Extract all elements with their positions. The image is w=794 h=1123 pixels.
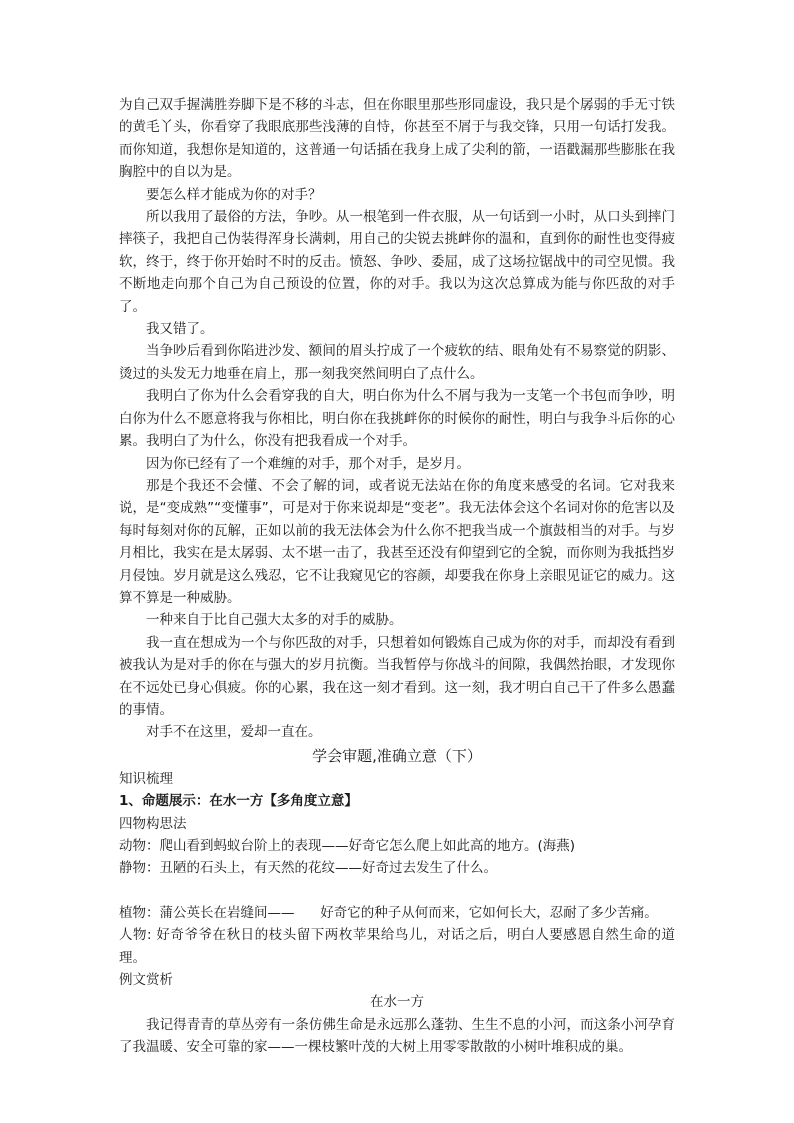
paragraph: 所以我用了最俗的方法，争吵。从一根笔到一件衣服，从一句话到一小时，从口头到摔门摔筷子，我把自己伪装得浑身长满刺，用自己的尖锐去挑衅你的温和，直到你的耐性也变得疲软，终于，终于你开始时不时的反击。愤怒、争吵、委屈，成了这场拉锯战中的司空见惯。我不断地走向那个自己为自己预设的位置，你的对手。我以为这次总算成为能与你匹敌的对手了。 <box>119 209 675 315</box>
paragraph: 我明白了你为什么会看穿我的自大，明白你为什么不屑与我为一支笔一个书包而争吵，明白你为什么不愿意将我与你相比，明白你在我挑衅你的时候你的耐性，明白与我争斗后你的心累。我明白了为什么，你没有把我看成一个对手。 <box>119 388 675 450</box>
paragraph: 当争吵后看到你陷进沙发、额间的眉头拧成了一个疲软的结、眼角处有不易察觉的阴影、烫过的头发无力地垂在肩上，那一刻我突然间明白了点什么。 <box>119 343 675 382</box>
essay-body <box>119 94 675 744</box>
section-title: 学会审题,准确立意（下） <box>312 746 482 765</box>
method-label: 四物构思法 <box>119 815 187 832</box>
paragraph: 我又错了。 <box>146 321 214 338</box>
paragraph: 对手不在这里，爱却一直在。 <box>146 724 322 741</box>
document-page <box>119 94 675 1059</box>
paragraph: 为自己双手握满胜券脚下是不移的斗志，但在你眼里那些形同虚设，我只是个孱弱的手无寸铁的黄毛丫头，你看穿了我眼底那些浅薄的自恃，你甚至不屑于与我交锋，只用一句话打发我。而你知道，我想你是知道的，这普通一句话插在我身上成了尖利的箭，一语戳漏那些膨胀在我胸腔中的自以为是。 <box>119 97 675 181</box>
paragraph: 一种来自于比自己强大太多的对手的威胁。 <box>146 612 403 629</box>
topic-heading: 1、命题展示：在水一方【多角度立意】 <box>119 793 358 810</box>
example-heading: 例文赏析 <box>119 972 173 989</box>
knowledge-heading: 知识梳理 <box>119 770 173 787</box>
blank-line <box>119 880 675 902</box>
paragraph: 因为你已经有了一个难缠的对手，那个对手，是岁月。 <box>146 455 470 472</box>
plant-line: 植物：蒲公英长在岩缝间—— 好奇它的种子从何而来，它如何长大，忍耐了多少苦痛。 <box>119 904 658 921</box>
paragraph: 要怎么样才能成为你的对手？ <box>146 186 322 203</box>
person-line: 人物: 好奇爷爷在秋日的枝头留下两枚苹果给鸟儿，对话之后，明白人要感恩自然生命的道理。 <box>119 927 675 966</box>
animal-line: 动物：爬山看到蚂蚁台阶上的表现——好奇它怎么爬上如此高的地方。(海燕) <box>119 838 576 854</box>
paragraph: 那是个我还不会懂、不会了解的词，或者说无法站在你的角度来感受的名词。它对我来说，是“变成熟”“变懂事”，可是对于你来说却是“变老”。我无法体会这个名词对你的危害以及每时每刻对你的瓦解，正如以前的我无法体会为什么你不把我当成一个旗鼓相当的对手。与岁月相比，我实在是太孱弱、太不堪一击了，我甚至还没有仰望到它的全貌，而你则为我抵挡岁月侵蚀。岁月就是这么残忍，它不让我窥见它的容颜，却要我在你身上亲眼见证它的威力。这算不算是一种威胁。 <box>119 477 675 606</box>
essay-title: 在水一方 <box>370 994 424 1011</box>
essay-paragraph: 我记得青青的草丛旁有一条仿佛生命是永远那么蓬勃、生生不息的小河，而这条小河孕育了我温暖、安全可靠的家——一棵枝繁叶茂的大树上用零零散散的小树叶堆积成的巢。 <box>119 1016 675 1056</box>
paragraph: 我一直在想成为一个与你匹敌的对手，只想着如何锻炼自己成为你的对手，而却没有看到被我认为是对手的你在与强大的岁月抗衡。当我暂停与你战斗的间隙，我偶然抬眼，才发现你在不远处已身心俱疲。你的心累，我在这一刻才看到。这一刻，我才明白自己干了件多么愚蠢的事情。 <box>119 634 675 718</box>
still-line: 静物：丑陋的石头上，有天然的花纹——好奇过去发生了什么。 <box>119 860 497 877</box>
